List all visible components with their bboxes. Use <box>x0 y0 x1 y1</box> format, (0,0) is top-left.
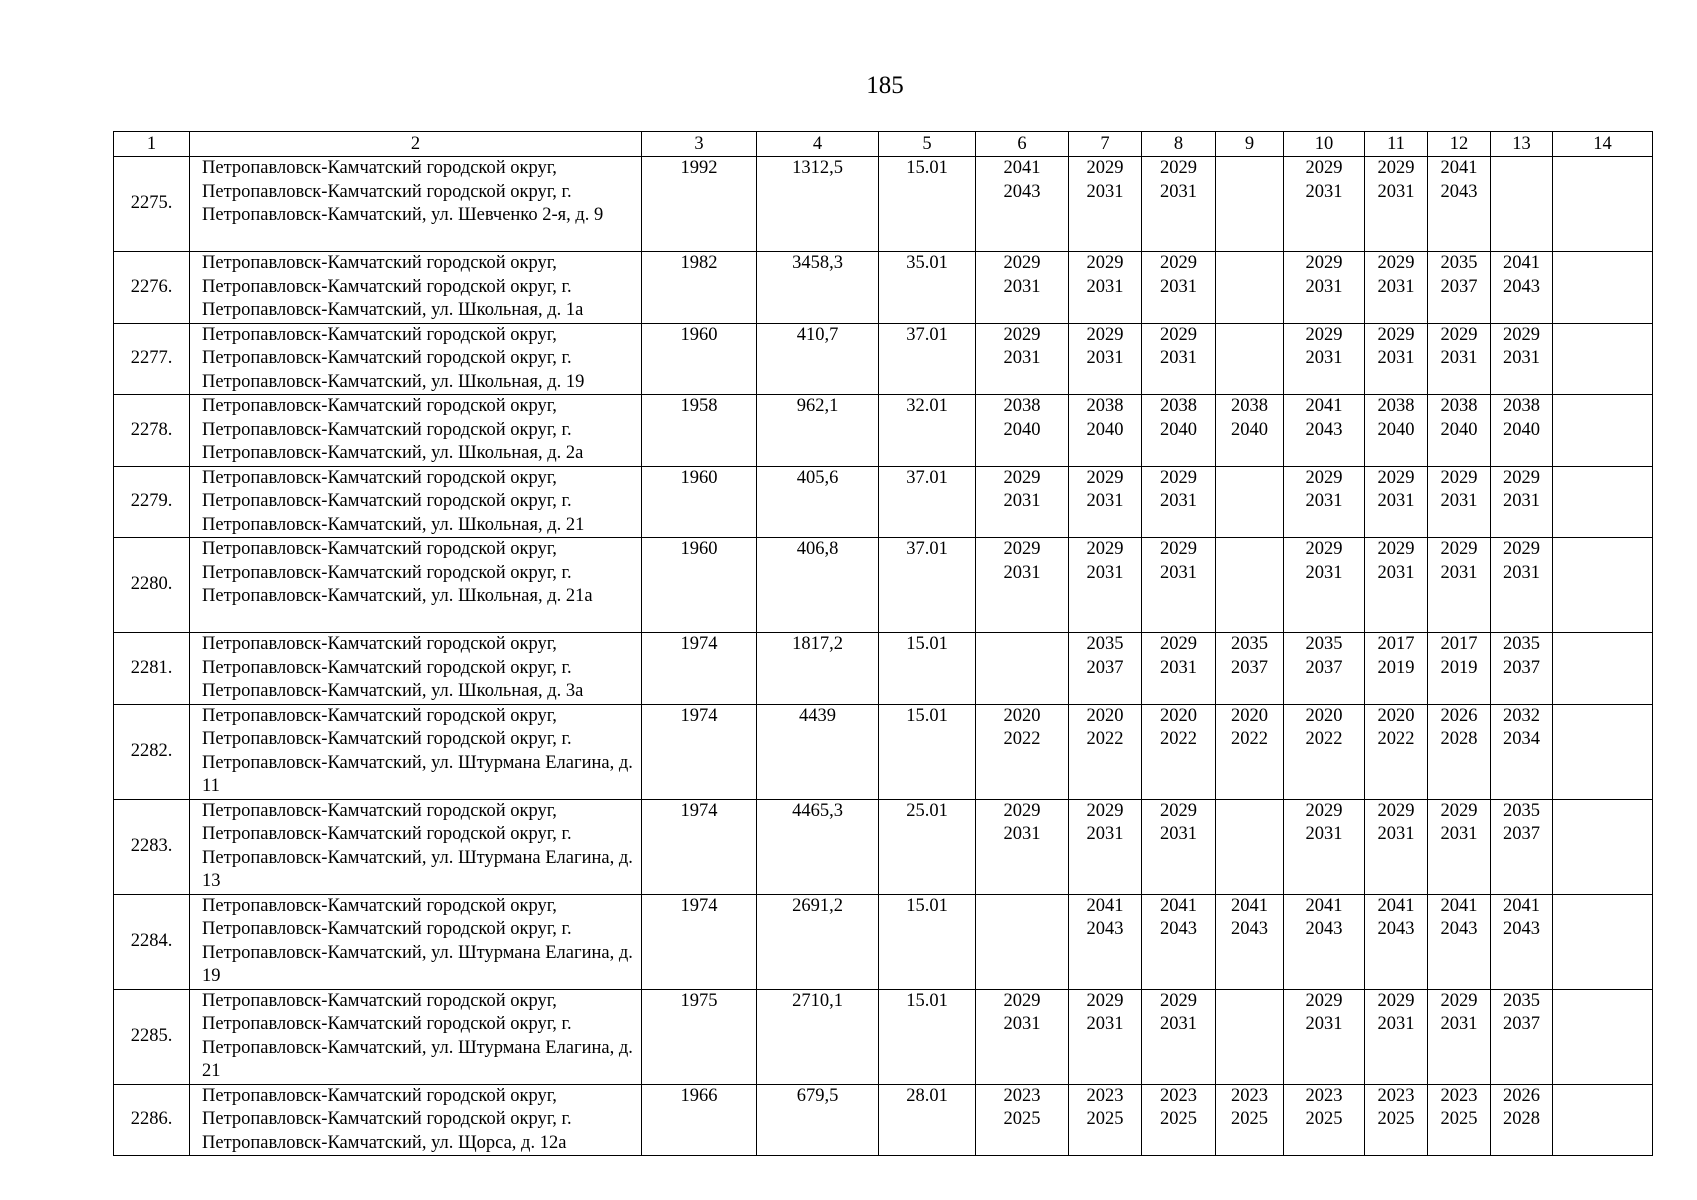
year-cell: 1958 <box>642 395 757 467</box>
period-cell <box>1553 1084 1653 1156</box>
period-cell <box>1553 894 1653 989</box>
period-cell: 2041 2043 <box>1069 894 1142 989</box>
year-cell: 1974 <box>642 799 757 894</box>
header-cell: 5 <box>879 132 976 157</box>
header-cell: 10 <box>1284 132 1365 157</box>
period-cell: 2029 2031 <box>1284 799 1365 894</box>
period-cell: 2023 2025 <box>1069 1084 1142 1156</box>
period-cell: 2038 2040 <box>1428 395 1491 467</box>
header-cell: 14 <box>1553 132 1653 157</box>
period-cell: 2029 2031 <box>1365 466 1428 538</box>
registry-table <box>113 131 1653 1156</box>
period-cell: 2032 2034 <box>1491 704 1553 799</box>
period-cell: 2020 2022 <box>976 704 1069 799</box>
period-cell: 2023 2025 <box>976 1084 1069 1156</box>
period-cell: 2035 2037 <box>1069 633 1142 705</box>
period-cell <box>1216 323 1284 395</box>
period-cell: 2023 2025 <box>1142 1084 1216 1156</box>
code-cell: 15.01 <box>879 989 976 1084</box>
period-cell: 2020 2022 <box>1365 704 1428 799</box>
period-cell: 2029 2031 <box>1491 538 1553 633</box>
period-cell: 2035 2037 <box>1216 633 1284 705</box>
period-cell: 2023 2025 <box>1428 1084 1491 1156</box>
code-cell: 37.01 <box>879 538 976 633</box>
period-cell: 2017 2019 <box>1428 633 1491 705</box>
period-cell <box>1553 252 1653 324</box>
table-row <box>114 1084 1653 1156</box>
header-cell: 6 <box>976 132 1069 157</box>
header-cell: 8 <box>1142 132 1216 157</box>
address-cell: Петропавловск-Камчатский городской округ, Петропавловск-Камчатский городской округ, г. Петропавловск-Камчатский, ул. Штурмана Елагина, д. 21 <box>190 989 642 1084</box>
area-cell: 405,6 <box>757 466 879 538</box>
code-cell: 25.01 <box>879 799 976 894</box>
row-number: 2282. <box>114 704 190 799</box>
area-cell: 4439 <box>757 704 879 799</box>
row-number: 2279. <box>114 466 190 538</box>
period-cell: 2041 2043 <box>1428 157 1491 252</box>
period-cell: 2029 2031 <box>1142 157 1216 252</box>
area-cell: 406,8 <box>757 538 879 633</box>
area-cell: 2710,1 <box>757 989 879 1084</box>
period-cell: 2029 2031 <box>1428 466 1491 538</box>
code-cell: 28.01 <box>879 1084 976 1156</box>
period-cell: 2029 2031 <box>1069 157 1142 252</box>
period-cell <box>1553 633 1653 705</box>
period-cell: 2041 2043 <box>1491 252 1553 324</box>
period-cell: 2023 2025 <box>1365 1084 1428 1156</box>
period-cell <box>1553 395 1653 467</box>
period-cell: 2029 2031 <box>1142 466 1216 538</box>
period-cell: 2038 2040 <box>976 395 1069 467</box>
table-row <box>114 894 1653 989</box>
row-number: 2284. <box>114 894 190 989</box>
period-cell <box>1216 799 1284 894</box>
period-cell: 2038 2040 <box>1365 395 1428 467</box>
period-cell <box>1553 538 1653 633</box>
code-cell: 37.01 <box>879 466 976 538</box>
period-cell: 2029 2031 <box>1284 323 1365 395</box>
address-cell: Петропавловск-Камчатский городской округ, Петропавловск-Камчатский городской округ, г. Петропавловск-Камчатский, ул. Школьная, д. 19 <box>190 323 642 395</box>
period-cell: 2029 2031 <box>1142 252 1216 324</box>
period-cell: 2029 2031 <box>1428 989 1491 1084</box>
period-cell: 2029 2031 <box>1069 252 1142 324</box>
period-cell: 2029 2031 <box>1491 466 1553 538</box>
period-cell: 2041 2043 <box>1142 894 1216 989</box>
year-cell: 1992 <box>642 157 757 252</box>
header-cell: 13 <box>1491 132 1553 157</box>
period-cell <box>1216 538 1284 633</box>
period-cell <box>1216 157 1284 252</box>
code-cell: 15.01 <box>879 894 976 989</box>
period-cell: 2029 2031 <box>1365 799 1428 894</box>
area-cell: 410,7 <box>757 323 879 395</box>
period-cell: 2023 2025 <box>1216 1084 1284 1156</box>
header-cell: 11 <box>1365 132 1428 157</box>
period-cell: 2029 2031 <box>1142 799 1216 894</box>
header-cell: 1 <box>114 132 190 157</box>
period-cell: 2041 2043 <box>1428 894 1491 989</box>
period-cell: 2038 2040 <box>1216 395 1284 467</box>
period-cell <box>1553 466 1653 538</box>
code-cell: 15.01 <box>879 633 976 705</box>
period-cell: 2029 2031 <box>1069 989 1142 1084</box>
period-cell: 2029 2031 <box>1069 538 1142 633</box>
header-cell: 9 <box>1216 132 1284 157</box>
period-cell <box>1553 704 1653 799</box>
address-cell: Петропавловск-Камчатский городской округ, Петропавловск-Камчатский городской округ, г. Петропавловск-Камчатский, ул. Щорса, д. 12а <box>190 1084 642 1156</box>
table-row <box>114 466 1653 538</box>
address-cell: Петропавловск-Камчатский городской округ, Петропавловск-Камчатский городской округ, г. Петропавловск-Камчатский, ул. Школьная, д. 1а <box>190 252 642 324</box>
table-row <box>114 323 1653 395</box>
area-cell: 962,1 <box>757 395 879 467</box>
area-cell: 3458,3 <box>757 252 879 324</box>
period-cell: 2029 2031 <box>976 989 1069 1084</box>
code-cell: 32.01 <box>879 395 976 467</box>
code-cell: 15.01 <box>879 704 976 799</box>
table-row <box>114 157 1653 252</box>
period-cell: 2029 2031 <box>976 538 1069 633</box>
row-number: 2285. <box>114 989 190 1084</box>
address-cell: Петропавловск-Камчатский городской округ, Петропавловск-Камчатский городской округ, г. Петропавловск-Камчатский, ул. Школьная, д. 2а <box>190 395 642 467</box>
year-cell: 1960 <box>642 323 757 395</box>
period-cell: 2026 2028 <box>1428 704 1491 799</box>
period-cell: 2029 2031 <box>976 799 1069 894</box>
period-cell: 2020 2022 <box>1142 704 1216 799</box>
period-cell <box>976 633 1069 705</box>
period-cell <box>976 894 1069 989</box>
period-cell: 2029 2031 <box>1428 799 1491 894</box>
year-cell: 1975 <box>642 989 757 1084</box>
period-cell <box>1216 989 1284 1084</box>
header-row <box>114 132 1653 157</box>
area-cell: 679,5 <box>757 1084 879 1156</box>
period-cell: 2023 2025 <box>1284 1084 1365 1156</box>
row-number: 2277. <box>114 323 190 395</box>
row-number: 2276. <box>114 252 190 324</box>
period-cell: 2041 2043 <box>1284 395 1365 467</box>
row-number: 2281. <box>114 633 190 705</box>
header-cell: 7 <box>1069 132 1142 157</box>
period-cell: 2038 2040 <box>1069 395 1142 467</box>
period-cell: 2038 2040 <box>1491 395 1553 467</box>
period-cell: 2029 2031 <box>1284 157 1365 252</box>
period-cell: 2026 2028 <box>1491 1084 1553 1156</box>
period-cell: 2029 2031 <box>1365 538 1428 633</box>
period-cell: 2041 2043 <box>1284 894 1365 989</box>
period-cell: 2029 2031 <box>1428 538 1491 633</box>
period-cell <box>1553 157 1653 252</box>
period-cell: 2035 2037 <box>1491 799 1553 894</box>
address-cell: Петропавловск-Камчатский городской округ, Петропавловск-Камчатский городской округ, г. Петропавловск-Камчатский, ул. Штурмана Елагина, д. 11 <box>190 704 642 799</box>
period-cell: 2029 2031 <box>976 323 1069 395</box>
period-cell: 2029 2031 <box>1284 538 1365 633</box>
row-number: 2280. <box>114 538 190 633</box>
period-cell: 2041 2043 <box>1216 894 1284 989</box>
period-cell: 2035 2037 <box>1284 633 1365 705</box>
table-row <box>114 538 1653 633</box>
period-cell: 2035 2037 <box>1491 633 1553 705</box>
code-cell: 35.01 <box>879 252 976 324</box>
period-cell: 2029 2031 <box>1069 466 1142 538</box>
row-number: 2275. <box>114 157 190 252</box>
period-cell: 2029 2031 <box>1142 989 1216 1084</box>
period-cell: 2029 2031 <box>1428 323 1491 395</box>
header-cell: 2 <box>190 132 642 157</box>
period-cell: 2029 2031 <box>1069 323 1142 395</box>
area-cell: 1817,2 <box>757 633 879 705</box>
address-cell: Петропавловск-Камчатский городской округ, Петропавловск-Камчатский городской округ, г. Петропавловск-Камчатский, ул. Штурмана Елагина, д. 19 <box>190 894 642 989</box>
row-number: 2286. <box>114 1084 190 1156</box>
year-cell: 1966 <box>642 1084 757 1156</box>
year-cell: 1960 <box>642 538 757 633</box>
period-cell: 2029 2031 <box>1284 989 1365 1084</box>
period-cell <box>1553 989 1653 1084</box>
period-cell: 2029 2031 <box>1365 323 1428 395</box>
area-cell: 1312,5 <box>757 157 879 252</box>
period-cell: 2017 2019 <box>1365 633 1428 705</box>
address-cell: Петропавловск-Камчатский городской округ, Петропавловск-Камчатский городской округ, г. Петропавловск-Камчатский, ул. Шевченко 2-я, д. 9 <box>190 157 642 252</box>
address-cell: Петропавловск-Камчатский городской округ, Петропавловск-Камчатский городской округ, г. Петропавловск-Камчатский, ул. Школьная, д. 21 <box>190 466 642 538</box>
period-cell: 2041 2043 <box>1365 894 1428 989</box>
period-cell: 2029 2031 <box>1284 466 1365 538</box>
period-cell <box>1216 252 1284 324</box>
period-cell: 2029 2031 <box>1365 989 1428 1084</box>
code-cell: 37.01 <box>879 323 976 395</box>
period-cell <box>1553 323 1653 395</box>
period-cell: 2041 2043 <box>1491 894 1553 989</box>
period-cell: 2029 2031 <box>1491 323 1553 395</box>
year-cell: 1960 <box>642 466 757 538</box>
address-cell: Петропавловск-Камчатский городской округ, Петропавловск-Камчатский городской округ, г. Петропавловск-Камчатский, ул. Школьная, д. 21а <box>190 538 642 633</box>
period-cell: 2041 2043 <box>976 157 1069 252</box>
period-cell: 2029 2031 <box>1142 323 1216 395</box>
period-cell: 2020 2022 <box>1069 704 1142 799</box>
address-cell: Петропавловск-Камчатский городской округ, Петропавловск-Камчатский городской округ, г. Петропавловск-Камчатский, ул. Школьная, д. 3а <box>190 633 642 705</box>
table-row <box>114 704 1653 799</box>
area-cell: 2691,2 <box>757 894 879 989</box>
year-cell: 1974 <box>642 894 757 989</box>
year-cell: 1974 <box>642 704 757 799</box>
header-cell: 12 <box>1428 132 1491 157</box>
period-cell: 2029 2031 <box>1284 252 1365 324</box>
period-cell: 2029 2031 <box>1069 799 1142 894</box>
header-cell: 4 <box>757 132 879 157</box>
table-row <box>114 799 1653 894</box>
area-cell: 4465,3 <box>757 799 879 894</box>
year-cell: 1974 <box>642 633 757 705</box>
period-cell: 2035 2037 <box>1491 989 1553 1084</box>
period-cell: 2029 2031 <box>1142 633 1216 705</box>
table-row <box>114 395 1653 467</box>
period-cell: 2029 2031 <box>976 252 1069 324</box>
header-cell: 3 <box>642 132 757 157</box>
period-cell: 2029 2031 <box>1365 252 1428 324</box>
table-row <box>114 252 1653 324</box>
year-cell: 1982 <box>642 252 757 324</box>
period-cell: 2029 2031 <box>976 466 1069 538</box>
period-cell: 2020 2022 <box>1284 704 1365 799</box>
period-cell <box>1553 799 1653 894</box>
table-row <box>114 989 1653 1084</box>
table-row <box>114 633 1653 705</box>
period-cell <box>1491 157 1553 252</box>
code-cell: 15.01 <box>879 157 976 252</box>
period-cell <box>1216 466 1284 538</box>
period-cell: 2038 2040 <box>1142 395 1216 467</box>
row-number: 2278. <box>114 395 190 467</box>
period-cell: 2029 2031 <box>1365 157 1428 252</box>
period-cell: 2035 2037 <box>1428 252 1491 324</box>
period-cell: 2029 2031 <box>1142 538 1216 633</box>
period-cell: 2020 2022 <box>1216 704 1284 799</box>
page-number: 185 <box>866 72 904 99</box>
address-cell: Петропавловск-Камчатский городской округ, Петропавловск-Камчатский городской округ, г. Петропавловск-Камчатский, ул. Штурмана Елагина, д. 13 <box>190 799 642 894</box>
row-number: 2283. <box>114 799 190 894</box>
